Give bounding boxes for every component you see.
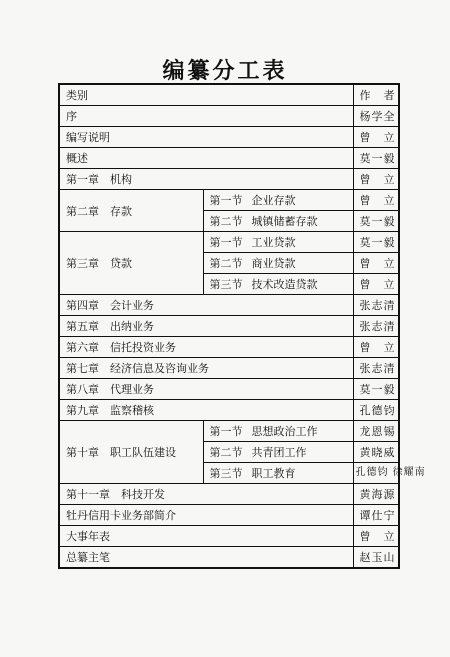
table-row xyxy=(59,84,399,106)
subsection-number: 第二节 xyxy=(209,257,243,270)
section-cell: 编写说明 xyxy=(59,127,353,148)
author-cell: 曾 立 xyxy=(353,169,399,190)
division-of-labor-table xyxy=(58,83,426,569)
author-cell: 孔德钧 xyxy=(353,400,399,421)
section-cell: 总纂主笔 xyxy=(59,547,353,569)
subsection-number: 第一节 xyxy=(209,194,243,207)
subsection-cell xyxy=(203,211,353,232)
table-row xyxy=(59,232,399,253)
table-row xyxy=(59,295,399,316)
table-row xyxy=(59,358,399,379)
section-cell: 第六章 信托投资业务 xyxy=(59,337,353,358)
subsection-title: 工业贷款 xyxy=(251,236,296,249)
table-row xyxy=(59,190,399,211)
author-cell: 张志清 xyxy=(353,316,399,337)
author-cell: 孔德钧 徐耀南 xyxy=(353,463,399,484)
subsection-number: 第二节 xyxy=(209,446,243,459)
table-row xyxy=(59,337,399,358)
section-cell: 序 xyxy=(59,106,353,127)
subsection-cell xyxy=(203,442,353,463)
author-cell: 莫一毅 xyxy=(353,211,399,232)
subsection-number: 第二节 xyxy=(209,215,243,228)
author-cell: 张志清 xyxy=(353,295,399,316)
section-cell: 第九章 监察稽核 xyxy=(59,400,353,421)
table-row xyxy=(59,316,399,337)
author-cell: 曾 立 xyxy=(353,274,399,295)
page-title: 编纂分工表 xyxy=(162,59,288,84)
author-header: 作 者 xyxy=(353,84,399,106)
author-cell: 曾 立 xyxy=(353,127,399,148)
subsection-title: 职工教育 xyxy=(251,467,296,480)
table-row xyxy=(59,505,399,526)
subsection-cell xyxy=(203,421,353,442)
section-cell: 大事年表 xyxy=(59,526,353,547)
table-row xyxy=(59,526,399,547)
table-row xyxy=(59,547,399,569)
subsection-cell xyxy=(203,274,353,295)
subsection-number: 第一节 xyxy=(209,236,243,249)
section-cell: 第一章 机构 xyxy=(59,169,353,190)
section-cell: 第七章 经济信息及咨询业务 xyxy=(59,358,353,379)
section-cell: 第三章 贷款 xyxy=(59,232,203,295)
author-cell: 黄海源 xyxy=(353,484,399,505)
table-row xyxy=(59,484,399,505)
section-cell: 第十章 职工队伍建设 xyxy=(59,421,203,484)
author-cell: 莫一毅 xyxy=(353,148,399,169)
author-cell: 张志清 xyxy=(353,358,399,379)
table-row xyxy=(59,127,399,148)
subsection-cell xyxy=(203,232,353,253)
author-cell: 莫一毅 xyxy=(353,379,399,400)
subsection-number: 第一节 xyxy=(209,425,243,438)
subsection-number: 第三节 xyxy=(209,467,243,480)
section-cell: 牡丹信用卡业务部简介 xyxy=(59,505,353,526)
subsection-cell xyxy=(203,253,353,274)
author-cell: 黄晓威 xyxy=(353,442,399,463)
section-cell: 第五章 出纳业务 xyxy=(59,316,353,337)
subsection-title: 技术改造贷款 xyxy=(251,278,318,291)
table-row xyxy=(59,379,399,400)
subsection-cell xyxy=(203,463,353,484)
subsection-cell xyxy=(203,190,353,211)
subsection-title: 思想政治工作 xyxy=(251,425,318,438)
author-cell: 谭仕宁 xyxy=(353,505,399,526)
subsection-number: 第三节 xyxy=(209,278,243,291)
author-cell: 曾 立 xyxy=(353,190,399,211)
subsection-title: 商业贷款 xyxy=(251,257,296,270)
table-row xyxy=(59,421,399,442)
author-cell: 杨学全 xyxy=(353,106,399,127)
section-cell: 第二章 存款 xyxy=(59,190,203,232)
author-cell: 龙恩锡 xyxy=(353,421,399,442)
subsection-title: 城镇储蓄存款 xyxy=(251,215,318,228)
section-cell: 第八章 代理业务 xyxy=(59,379,353,400)
subsection-title: 共青团工作 xyxy=(251,446,307,459)
author-cell: 莫一毅 xyxy=(353,232,399,253)
table-row xyxy=(59,169,399,190)
table-row xyxy=(59,148,399,169)
section-cell: 第四章 会计业务 xyxy=(59,295,353,316)
author-cell: 曾 立 xyxy=(353,253,399,274)
table-row xyxy=(59,400,399,421)
author-cell: 曾 立 xyxy=(353,526,399,547)
category-header: 类别 xyxy=(59,84,353,106)
subsection-title: 企业存款 xyxy=(251,194,296,207)
section-cell: 概述 xyxy=(59,148,353,169)
author-cell: 曾 立 xyxy=(353,337,399,358)
table-row xyxy=(59,106,399,127)
section-cell: 第十一章 科技开发 xyxy=(59,484,353,505)
author-cell: 赵玉山 xyxy=(353,547,399,569)
